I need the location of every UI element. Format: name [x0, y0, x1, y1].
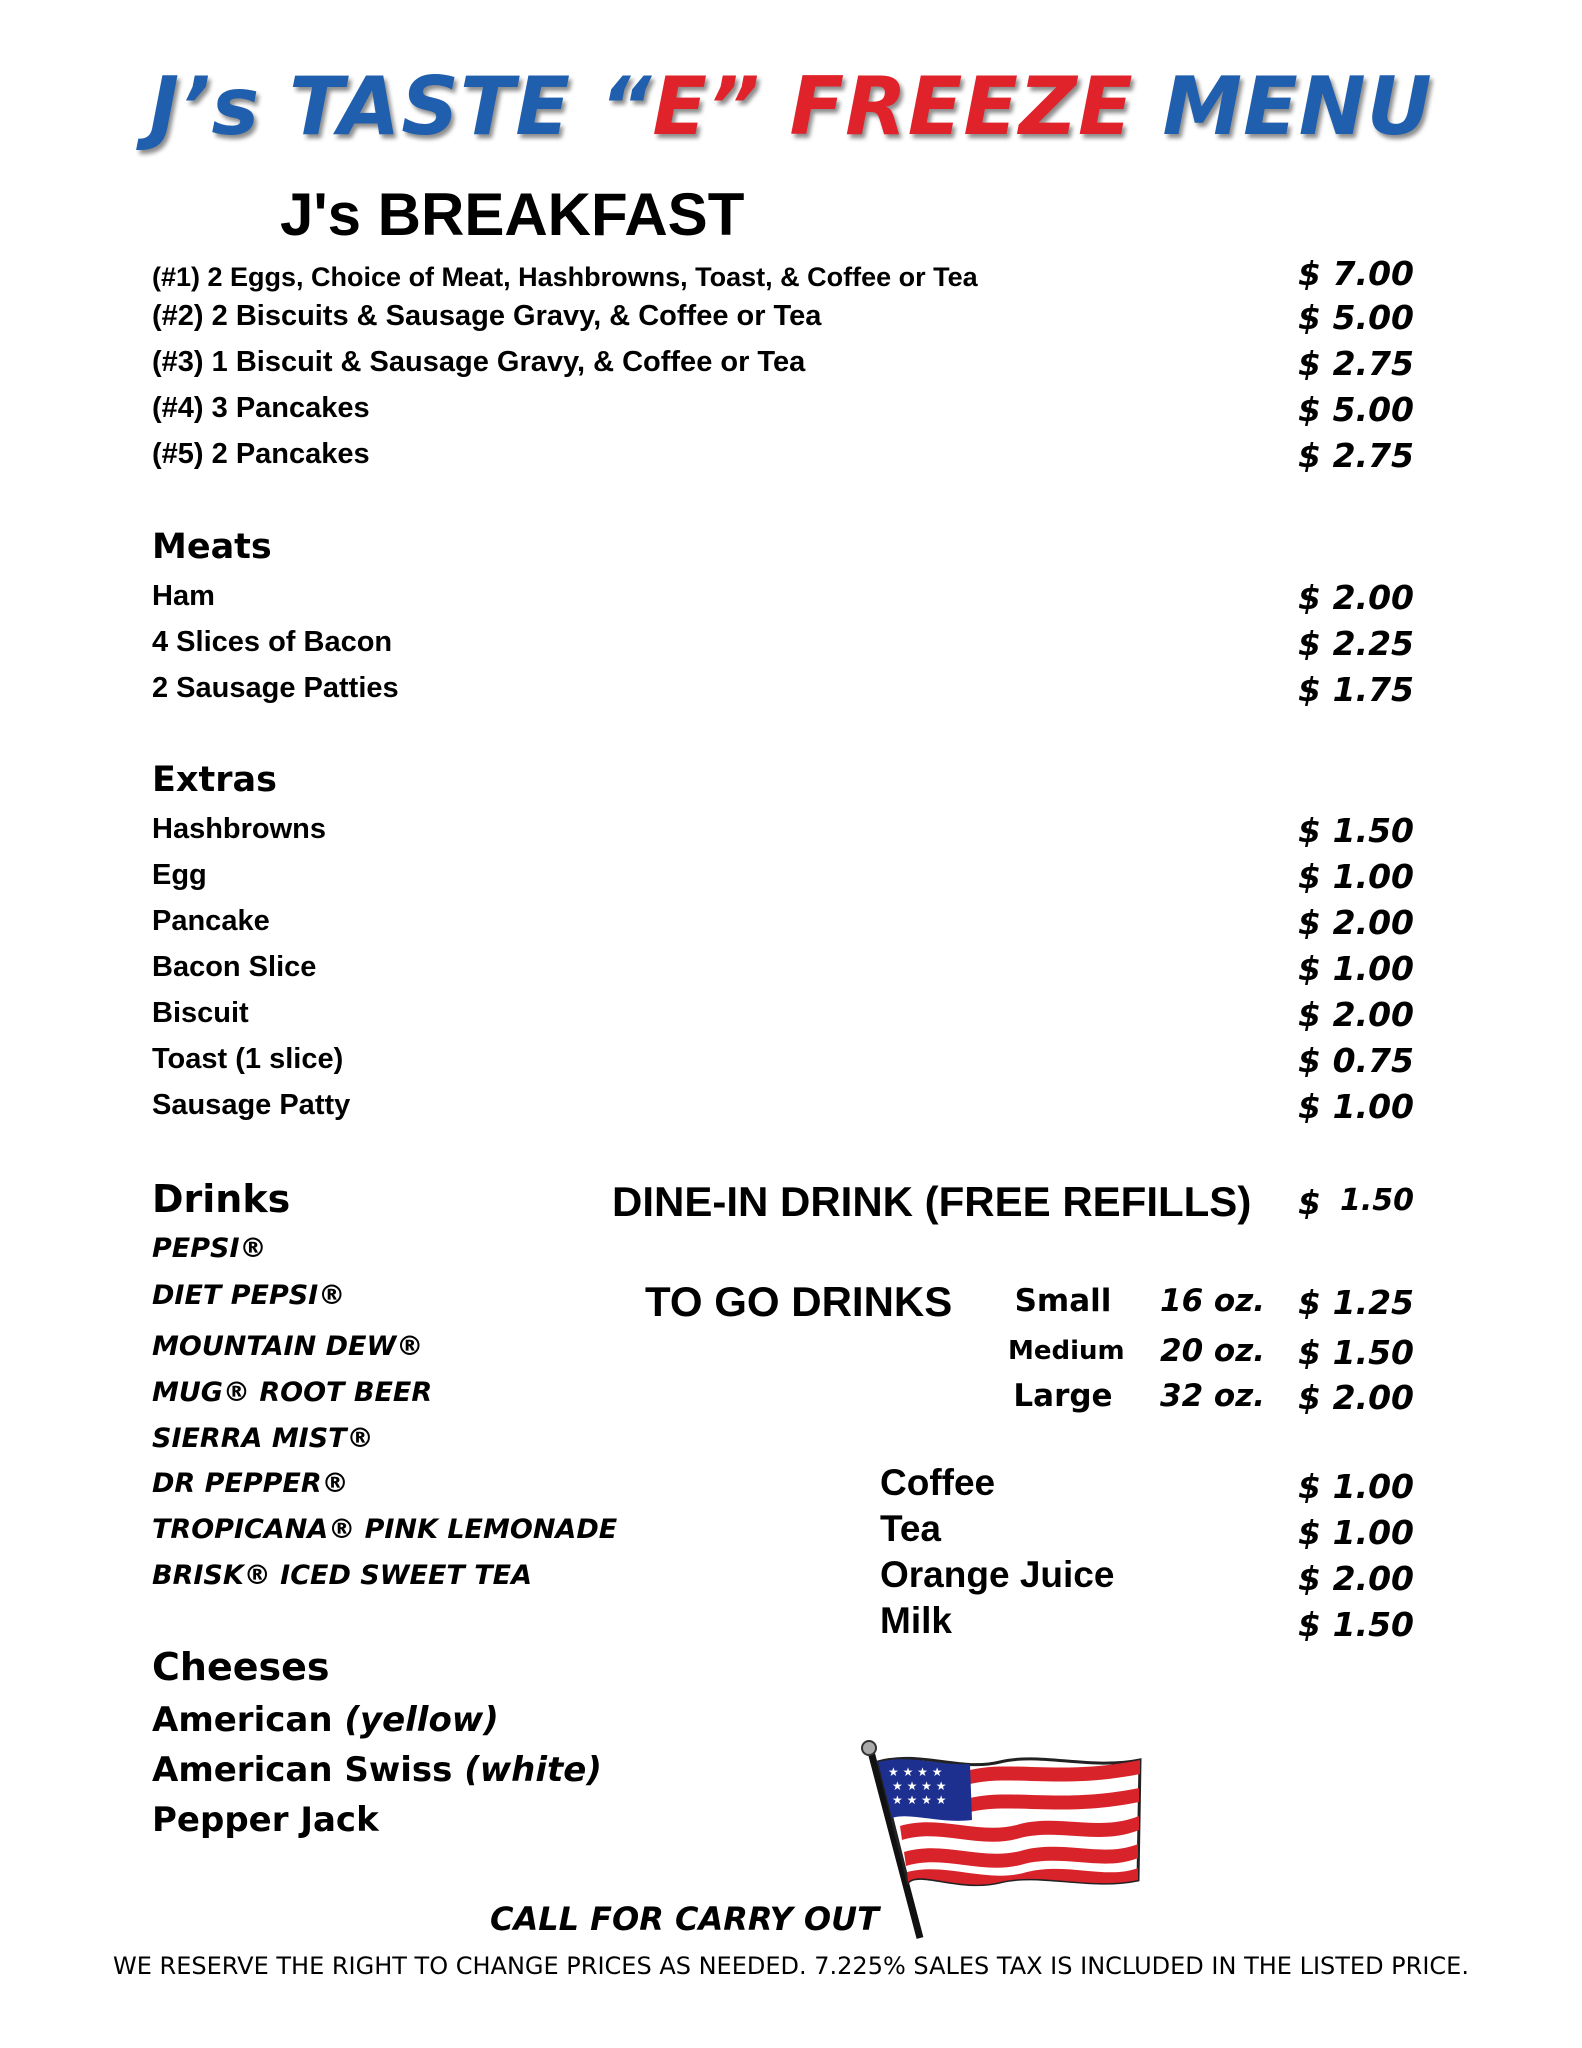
price: $ 1.00: [1298, 857, 1414, 896]
soda-item: TROPICANA® PINK LEMONADE: [152, 1514, 618, 1545]
hot-drink-item: Orange Juice: [880, 1554, 1115, 1595]
price: $ 2.00: [1298, 1559, 1414, 1598]
title-segment: MENU: [1162, 60, 1433, 153]
oz-label: 16 oz.: [1160, 1283, 1266, 1319]
price: $ 0.75: [1298, 1041, 1414, 1080]
breakfast-heading: J's BREAKFAST: [280, 181, 745, 248]
extras-heading: Extras: [152, 760, 277, 800]
cheese-item: American Swiss (white): [152, 1750, 602, 1790]
price: $ 1.25: [1298, 1283, 1414, 1322]
svg-text:★ ★ ★ ★: ★ ★ ★ ★: [892, 1793, 947, 1807]
size-label: Small: [1014, 1283, 1112, 1319]
to-go-label: TO GO DRINKS: [645, 1278, 953, 1325]
price: $ 2.00: [1298, 995, 1414, 1034]
price: $ 2.75: [1298, 344, 1414, 383]
breakfast-item: (#3) 1 Biscuit & Sausage Gravy, & Coffee or Tea: [152, 346, 806, 378]
svg-text:★ ★ ★ ★: ★ ★ ★ ★: [892, 1779, 947, 1793]
cheeses-heading: Cheeses: [152, 1645, 330, 1689]
carry-out-text: CALL FOR CARRY OUT: [490, 1900, 879, 1938]
extra-item: Egg: [152, 859, 207, 891]
breakfast-item: (#1) 2 Eggs, Choice of Meat, Hashbrowns, Toast, & Coffee or Tea: [152, 262, 978, 292]
meat-item: Ham: [152, 580, 215, 612]
size-label: Large: [1013, 1378, 1113, 1414]
title-segment: E: [652, 60, 709, 153]
dine-in-label: DINE-IN DRINK (FREE REFILLS): [612, 1178, 1252, 1225]
price: $ 1.00: [1298, 1467, 1414, 1506]
extra-item: Toast (1 slice): [152, 1043, 344, 1075]
soda-item: SIERRA MIST®: [152, 1423, 374, 1454]
soda-item: DR PEPPER®: [152, 1468, 349, 1499]
price: $ 2.00: [1298, 903, 1414, 942]
price: $ 5.00: [1298, 298, 1414, 337]
price: $ 2.25: [1298, 624, 1414, 663]
price: $ 1.00: [1298, 1087, 1414, 1126]
meat-item: 4 Slices of Bacon: [152, 626, 393, 658]
oz-label: 20 oz.: [1160, 1333, 1266, 1369]
price: $ 2.00: [1298, 1378, 1414, 1417]
soda-item: PEPSI®: [152, 1233, 267, 1264]
svg-text:★ ★ ★ ★: ★ ★ ★ ★: [888, 1765, 943, 1779]
price: $ 1.50: [1298, 1333, 1414, 1372]
soda-item: MOUNTAIN DEW®: [152, 1331, 424, 1362]
price: $ 1.75: [1298, 670, 1414, 709]
meat-item: 2 Sausage Patties: [152, 672, 399, 704]
title-segment: J’s TASTE “: [149, 60, 653, 153]
price: $ 1.50: [1298, 1183, 1414, 1222]
price: $ 1.50: [1298, 1605, 1414, 1644]
oz-label: 32 oz.: [1160, 1378, 1266, 1414]
soda-item: BRISK® ICED SWEET TEA: [152, 1560, 532, 1591]
meats-heading: Meats: [152, 527, 272, 567]
breakfast-item: (#4) 3 Pancakes: [152, 392, 370, 424]
drinks-heading: Drinks: [152, 1177, 291, 1221]
breakfast-item: (#2) 2 Biscuits & Sausage Gravy, & Coffee or Tea: [152, 300, 822, 332]
size-label: Medium: [1008, 1336, 1125, 1366]
hot-drink-item: Tea: [880, 1508, 942, 1549]
price: $ 1.00: [1298, 949, 1414, 988]
american-flag-icon: [860, 1740, 1150, 1945]
price: $ 1.00: [1298, 1513, 1414, 1552]
cheese-item: American (yellow): [152, 1700, 499, 1740]
extra-item: Bacon Slice: [152, 951, 317, 983]
menu-title: [0, 60, 1582, 153]
hot-drink-item: Milk: [880, 1600, 952, 1641]
extra-item: Hashbrowns: [152, 813, 327, 845]
title-segment: ” FREEZE: [708, 60, 1163, 153]
cheese-item: Pepper Jack: [152, 1800, 379, 1840]
hot-drink-item: Coffee: [880, 1462, 996, 1503]
footer-disclaimer: WE RESERVE THE RIGHT TO CHANGE PRICES AS NEEDED. 7.225% SALES TAX IS INCLUDED IN THE LISTED PRICE.: [113, 1952, 1469, 1980]
extra-item: Sausage Patty: [152, 1089, 351, 1121]
soda-item: DIET PEPSI®: [152, 1280, 346, 1311]
price: $ 1.50: [1298, 811, 1414, 850]
price: $ 2.00: [1298, 578, 1414, 617]
price: $ 5.00: [1298, 390, 1414, 429]
price: $ 2.75: [1298, 436, 1414, 475]
price: $ 7.00: [1298, 254, 1414, 293]
extra-item: Pancake: [152, 905, 270, 937]
breakfast-item: (#5) 2 Pancakes: [152, 438, 370, 470]
extra-item: Biscuit: [152, 997, 249, 1029]
soda-item: MUG® ROOT BEER: [152, 1377, 433, 1408]
